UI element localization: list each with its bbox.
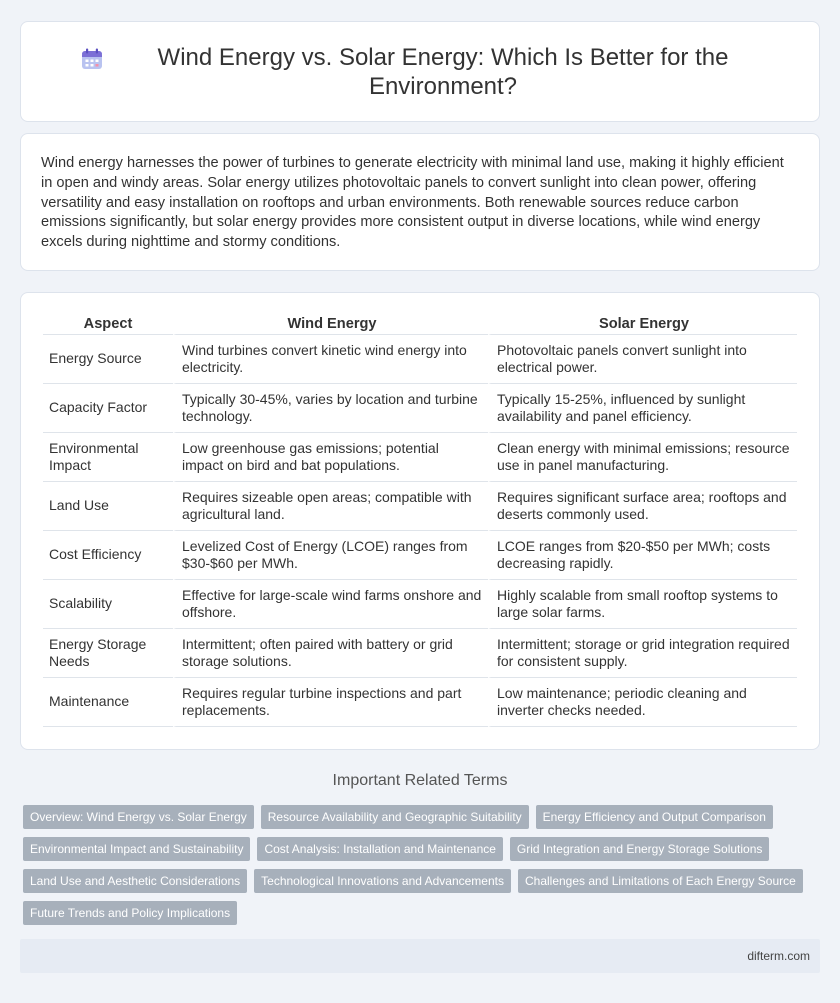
header-wind: Wind Energy — [173, 311, 488, 335]
related-term-link[interactable]: Technological Innovations and Advancements — [254, 869, 511, 893]
footer — [20, 939, 820, 973]
table-row — [43, 629, 797, 678]
solar-cell: Intermittent; storage or grid integration required for consistent supply. — [488, 629, 797, 678]
aspect-cell: Scalability — [43, 580, 173, 629]
wind-cell: Effective for large-scale wind farms onshore and offshore. — [173, 580, 488, 629]
table-row — [43, 433, 797, 482]
aspect-cell: Energy Storage Needs — [43, 629, 173, 678]
table-row — [43, 482, 797, 531]
header-solar: Solar Energy — [488, 311, 797, 335]
wind-cell: Levelized Cost of Energy (LCOE) ranges from $30-$60 per MWh. — [173, 531, 488, 580]
related-terms-title: Important Related Terms — [332, 772, 508, 789]
aspect-cell: Land Use — [43, 482, 173, 531]
aspect-cell: Maintenance — [43, 678, 173, 727]
related-terms-list — [23, 805, 820, 933]
calendar-icon — [80, 47, 104, 71]
table-header-row — [43, 311, 797, 335]
aspect-cell: Energy Source — [43, 335, 173, 384]
footer-site-link[interactable]: difterm.com — [747, 949, 810, 963]
related-term-link[interactable]: Challenges and Limitations of Each Energy Source — [518, 869, 803, 893]
related-term-link[interactable]: Environmental Impact and Sustainability — [23, 837, 250, 861]
table-row — [43, 384, 797, 433]
wind-cell: Intermittent; often paired with battery or grid storage solutions. — [173, 629, 488, 678]
solar-cell: Low maintenance; periodic cleaning and inverter checks needed. — [488, 678, 797, 727]
related-term-link[interactable]: Grid Integration and Energy Storage Solutions — [510, 837, 769, 861]
table-row — [43, 678, 797, 727]
solar-cell: Requires significant surface area; rooftops and deserts commonly used. — [488, 482, 797, 531]
comparison-card — [20, 292, 820, 750]
solar-cell: Clean energy with minimal emissions; resource use in panel manufacturing. — [488, 433, 797, 482]
table-row — [43, 580, 797, 629]
related-term-link[interactable]: Energy Efficiency and Output Comparison — [536, 805, 773, 829]
solar-cell: Photovoltaic panels convert sunlight into electrical power. — [488, 335, 797, 384]
intro-paragraph: Wind energy harnesses the power of turbines to generate electricity with minimal land use, making it highly efficient in open and windy areas. Solar energy utilizes photovoltaic panels to convert sunlight into clean power, offering versatility and easy installation on rooftops and urban environments. Both renewable sources reduce carbon emissions significantly, but solar energy provides more consistent output in diverse locations, while wind energy excels during nighttime and stormy conditions. — [41, 155, 784, 251]
title-card — [20, 21, 820, 122]
related-term-link[interactable]: Overview: Wind Energy vs. Solar Energy — [23, 805, 254, 829]
comparison-table — [43, 311, 797, 727]
wind-cell: Low greenhouse gas emissions; potential impact on bird and bat populations. — [173, 433, 488, 482]
page-title: Wind Energy vs. Solar Energy: Which Is Better for the Environment? — [157, 43, 729, 100]
wind-cell: Requires regular turbine inspections and part replacements. — [173, 678, 488, 727]
aspect-cell: Environmental Impact — [43, 433, 173, 482]
solar-cell: LCOE ranges from $20-$50 per MWh; costs decreasing rapidly. — [488, 531, 797, 580]
related-term-link[interactable]: Future Trends and Policy Implications — [23, 901, 237, 925]
solar-cell: Typically 15-25%, influenced by sunlight availability and panel efficiency. — [488, 384, 797, 433]
table-row — [43, 335, 797, 384]
related-term-link[interactable]: Cost Analysis: Installation and Maintenance — [257, 837, 502, 861]
wind-cell: Wind turbines convert kinetic wind energy into electricity. — [173, 335, 488, 384]
table-row — [43, 531, 797, 580]
wind-cell: Typically 30-45%, varies by location and turbine technology. — [173, 384, 488, 433]
aspect-cell: Capacity Factor — [43, 384, 173, 433]
intro-card — [20, 133, 820, 271]
aspect-cell: Cost Efficiency — [43, 531, 173, 580]
wind-cell: Requires sizeable open areas; compatible with agricultural land. — [173, 482, 488, 531]
solar-cell: Highly scalable from small rooftop systems to large solar farms. — [488, 580, 797, 629]
header-aspect: Aspect — [43, 311, 173, 335]
related-term-link[interactable]: Resource Availability and Geographic Suitability — [261, 805, 529, 829]
related-term-link[interactable]: Land Use and Aesthetic Considerations — [23, 869, 247, 893]
